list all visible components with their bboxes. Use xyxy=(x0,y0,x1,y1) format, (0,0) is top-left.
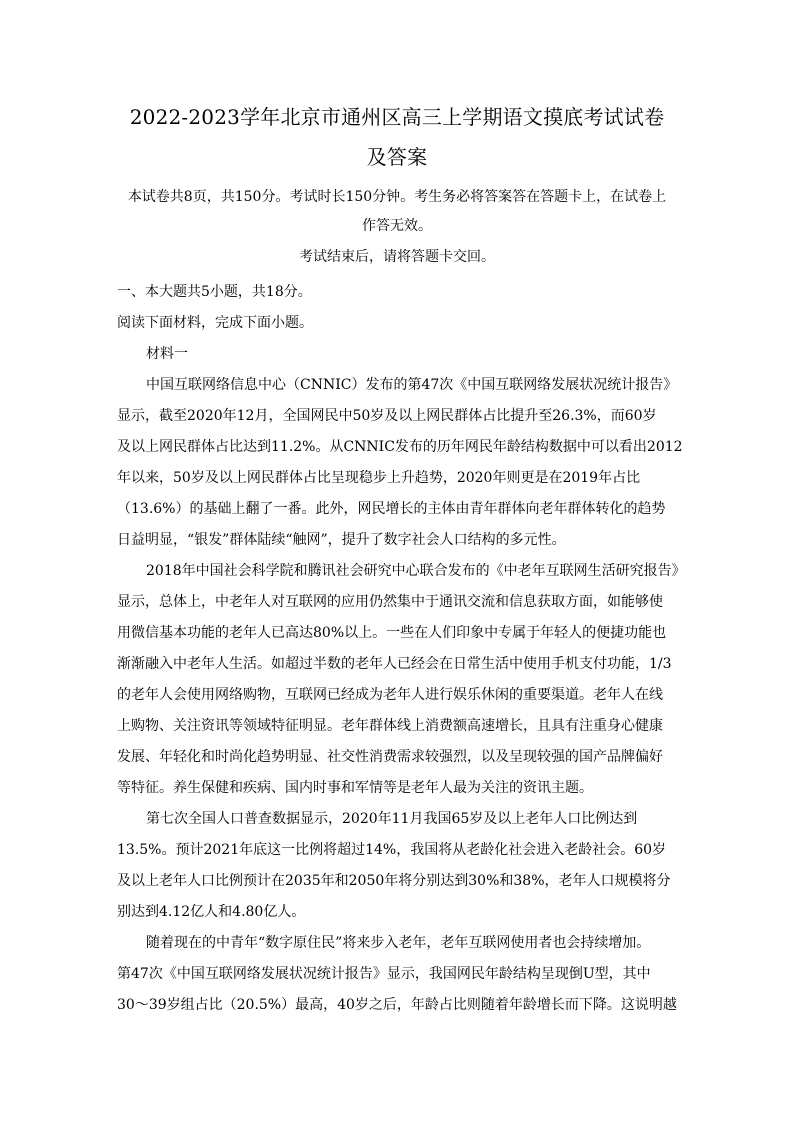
text-line: 显示，总体上，中老年人对互联网的应用仍然集中于通讯交流和信息获取方面，如能够使 xyxy=(117,594,663,610)
text-line: 等特征。养生保健和疾病、国内时事和军情等是老年人最为关注的资讯主题。 xyxy=(117,780,593,796)
material-label: 材料一 xyxy=(146,346,188,362)
text-line: 的老年人会使用网络购物，互联网已经成为老年人进行娱乐休闲的重要渠道。老年人在线 xyxy=(117,687,663,703)
text-line: 别达到4.12亿人和4.80亿人。 xyxy=(117,904,306,920)
text-line: 及以上网民群体占比达到11.2%。从CNNIC发布的历年网民年龄结构数据中可以看出2012 xyxy=(117,439,683,455)
text-line: 日益明显，“银发”群体陆续“触网”，提升了数字社会人口结构的多元性。 xyxy=(117,532,566,548)
text-line: 中国互联网络信息中心（CNNIC）发布的第47次《中国互联网络发展状况统计报告》 xyxy=(146,377,678,393)
text-line: 发展、年轻化和时尚化趋势明显、社交性消费需求较强烈，以及呈现较强的国产品牌偏好 xyxy=(117,749,663,765)
instruction-line: 本试卷共8页，共150分。考试时长150分钟。考生务必将答案答在答题卡上，在试卷上 xyxy=(127,189,667,205)
text-line: 渐渐融入中老年人生活。如超过半数的老年人已经会在日常生活中使用手机支付功能，1/3 xyxy=(117,656,672,672)
text-line: 第47次《中国互联网络发展状况统计报告》显示，我国网民年龄结构呈现倒U型，其中 xyxy=(117,966,651,982)
instruction-line: 考试结束后，请将答题卡交回。 xyxy=(299,249,495,265)
text-line: 及以上老年人口比例预计在2035年和2050年将分别达到30%和38%，老年人口规模将分 xyxy=(117,873,671,889)
text-line: 显示，截至2020年12月，全国网民中50岁及以上网民群体占比提升至26.3%，而60岁 xyxy=(117,408,657,424)
document-title-line-1: 2022-2023学年北京市通州区高三上学期语文摸底考试试卷 xyxy=(129,105,665,129)
text-line: 第七次全国人口普查数据显示，2020年11月我国65岁及以上老年人口比例达到 xyxy=(146,811,638,827)
instruction-line: 作答无效。 xyxy=(362,218,432,234)
section-heading: 一、本大题共5小题，共18分。 xyxy=(117,284,312,300)
text-line: （13.6%）的基础上翻了一番。此外，网民增长的主体由青年群体向老年群体转化的趋势 xyxy=(117,501,666,517)
text-line: 随着现在的中青年“数字原住民”将来步入老年，老年互联网使用者也会持续增加。 xyxy=(146,935,651,951)
text-line: 13.5%。预计2021年底这一比例将超过14%，我国将从老龄化社会进入老龄社会。60岁 xyxy=(117,842,667,858)
document-title-line-2: 及答案 xyxy=(366,145,428,169)
text-line: 上购物、关注资讯等领域特征明显。老年群体线上消费额高速增长，且具有注重身心健康 xyxy=(117,718,663,734)
text-line: 30～39岁组占比（20.5%）最高，40岁之后，年龄占比则随着年龄增长而下降。这说明越 xyxy=(117,997,677,1013)
text-line: 用微信基本功能的老年人已高达80%以上。一些在人们印象中专属于年轻人的便捷功能也 xyxy=(117,625,667,641)
directions: 阅读下面材料，完成下面小题。 xyxy=(117,315,313,331)
text-line: 年以来，50岁及以上网民群体占比呈现稳步上升趋势，2020年则更是在2019年占比 xyxy=(117,470,641,486)
text-line: 2018年中国社会科学院和腾讯社会研究中心联合发布的《中老年互联网生活研究报告》 xyxy=(146,563,686,579)
